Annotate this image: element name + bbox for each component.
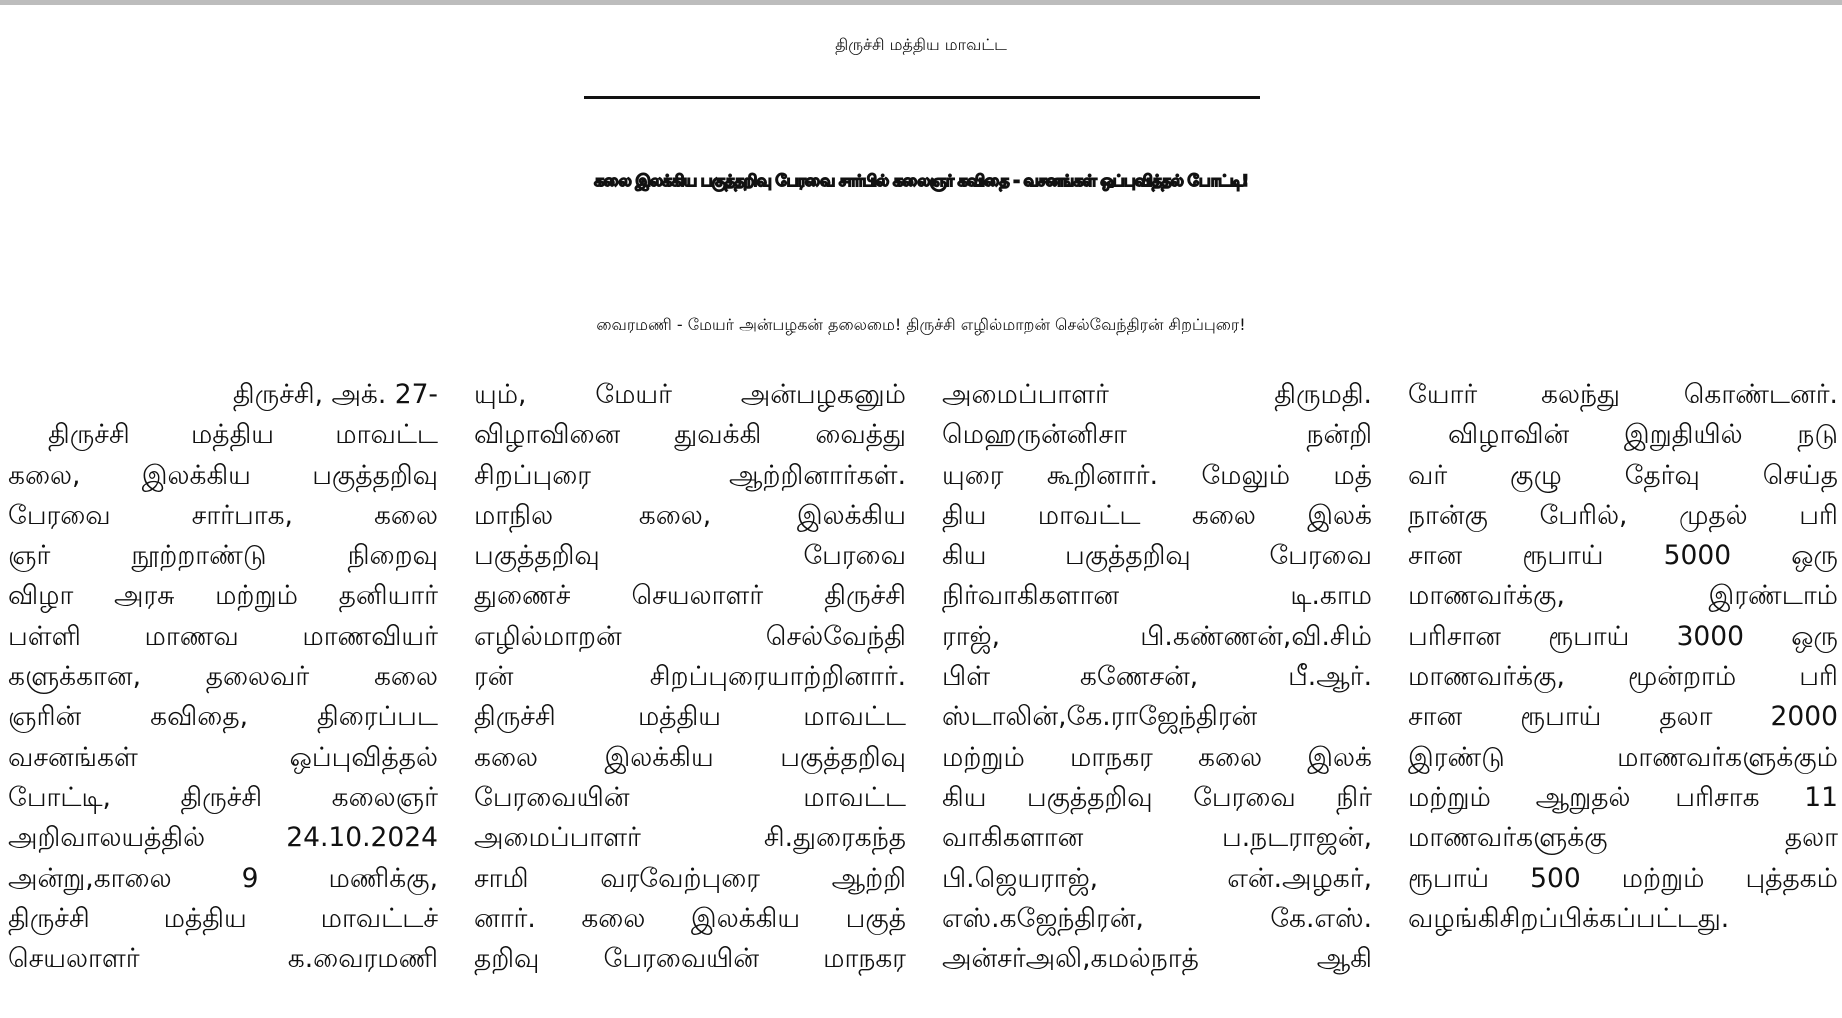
column-line: திருச்சி மத்திய மாவட்ட xyxy=(48,419,438,451)
section-title: திருச்சி மத்திய மாவட்ட xyxy=(835,35,1007,54)
column-line: மாநில கலை, இலக்கிய xyxy=(474,499,906,531)
column-line: பிள் கணேசன், பீ.ஆர். xyxy=(942,661,1372,693)
column-line: யும், மேயர் அன்பழகனும் xyxy=(474,379,906,410)
column-line: துணைச் செயலாளர் திருச்சி xyxy=(474,580,906,612)
column-line: பள்ளி மாணவ மாணவியர் xyxy=(8,620,438,652)
column-line: பி.ஜெயராஜ், என்.அழகர், xyxy=(942,862,1372,894)
column-line: தறிவு பேரவையின் மாநகர xyxy=(474,943,906,975)
dateline: திருச்சி, அக். 27- xyxy=(232,379,438,410)
column-line: ஞரின் கவிதை, திரைப்பட xyxy=(8,701,438,733)
column-line: வாகிகளான ப.நடராஜன், xyxy=(942,822,1372,854)
column-line: திருச்சி மத்திய மாவட்ட xyxy=(474,701,906,733)
column-line: ஞர் நூற்றாண்டு நிறைவு xyxy=(8,540,438,572)
column-line: மாணவர்க்கு, இரண்டாம் xyxy=(1408,580,1838,612)
column-line: சான ரூபாய் தலா 2000 xyxy=(1408,701,1838,733)
column-line: சிறப்புரை ஆற்றினார்கள். xyxy=(474,459,906,491)
column-line: மற்றும் மாநகர கலை இலக் xyxy=(942,741,1372,773)
column-line: கலை இலக்கிய பகுத்தறிவு xyxy=(474,741,906,773)
column-line: வழங்கிசிறப்பிக்கப்பட்டது. xyxy=(1408,902,1730,934)
column-line: ராஜ், பி.கண்ணன்,வி.சிம் xyxy=(942,620,1372,652)
column-line: திருச்சி மத்திய மாவட்டச் xyxy=(8,902,438,934)
column-line: பேரவை சார்பாக, கலை xyxy=(8,499,438,531)
column-line: பகுத்தறிவு பேரவை xyxy=(474,540,906,572)
column-line: விழா அரசு மற்றும் தனியார் xyxy=(8,580,438,612)
column-line: நிர்வாகிகளான டி.காம xyxy=(942,580,1372,612)
column-line: வசனங்கள் ஒப்புவித்தல் xyxy=(8,741,438,773)
column-line: போட்டி, திருச்சி கலைஞர் xyxy=(8,781,438,813)
section-title-underline xyxy=(584,96,1260,99)
column-line: சாமி வரவேற்புரை ஆற்றி xyxy=(474,862,906,894)
column-line: ரன் சிறப்புரையாற்றினார். xyxy=(474,661,906,693)
article-column-2 xyxy=(474,375,906,1015)
column-line: அறிவாலயத்தில் 24.10.2024 xyxy=(8,822,438,854)
column-line: விழாவினை துவக்கி வைத்து xyxy=(474,419,906,451)
column-line: திய மாவட்ட கலை இலக் xyxy=(942,499,1372,531)
column-line: வர் குழு தேர்வு செய்த xyxy=(1408,459,1838,491)
column-line: அன்று,காலை 9 மணிக்கு, xyxy=(8,862,438,894)
column-line: அமைப்பாளர் சி.துரைகந்த xyxy=(474,822,906,854)
column-line: அன்சர்அலி,கமல்நாத் ஆகி xyxy=(942,943,1372,975)
column-line: எஸ்.கஜேந்திரன், கே.எஸ். xyxy=(942,902,1372,934)
column-line: கிய பகுத்தறிவு பேரவை நிர் xyxy=(942,781,1372,813)
column-line: மெஹருன்னிசா நன்றி xyxy=(942,419,1372,451)
column-line: செயலாளர் க.வைரமணி xyxy=(8,943,438,975)
top-rule xyxy=(0,0,1842,5)
column-line: சான ரூபாய் 5000 ஒரு xyxy=(1408,540,1838,572)
column-line: கலை, இலக்கிய பகுத்தறிவு xyxy=(8,459,438,491)
column-line: அமைப்பாளர் திருமதி. xyxy=(942,379,1372,410)
subheadline: வைரமணி - மேயர் அன்பழகன் தலைமை! திருச்சி எழில்மாறன் செல்வேந்திரன் சிறப்புரை! xyxy=(596,315,1246,334)
column-line: யோர் கலந்து கொண்டனர். xyxy=(1408,379,1838,410)
column-line: எழில்மாறன் செல்வேந்தி xyxy=(474,620,906,652)
column-line: பரிசான ரூபாய் 3000 ஒரு xyxy=(1408,620,1838,652)
article-column-3 xyxy=(942,375,1372,1015)
column-line: இரண்டு மாணவர்களுக்கும் xyxy=(1408,741,1838,773)
column-line: மாணவர்க்கு, மூன்றாம் பரி xyxy=(1408,661,1838,693)
article-column-4 xyxy=(1408,375,1838,1015)
column-line: ஸ்டாலின்,கே.ராஜேந்திரன் xyxy=(942,701,1258,733)
column-line: பேரவையின் மாவட்ட xyxy=(474,781,906,813)
column-line: னார். கலை இலக்கிய பகுத் xyxy=(474,902,906,934)
column-line: மாணவர்களுக்கு தலா xyxy=(1408,822,1838,854)
column-line: களுக்கான, தலைவர் கலை xyxy=(8,661,438,693)
column-line: நான்கு பேரில், முதல் பரி xyxy=(1408,499,1838,531)
column-line: ரூபாய் 500 மற்றும் புத்தகம் xyxy=(1408,862,1838,894)
column-line: கிய பகுத்தறிவு பேரவை xyxy=(942,540,1372,572)
column-line: மற்றும் ஆறுதல் பரிசாக 11 xyxy=(1408,781,1838,813)
headline: கலை இலக்கிய பகுத்தறிவு பேரவை சார்பில் கலைஞர் கவிதை - வசனங்கள் ஒப்புவித்தல் போட்டி! xyxy=(594,171,1248,190)
column-line: யுரை கூறினார். மேலும் மத் xyxy=(942,459,1372,491)
article-column-1 xyxy=(8,375,438,1015)
column-line: விழாவின் இறுதியில் நடு xyxy=(1448,419,1838,451)
